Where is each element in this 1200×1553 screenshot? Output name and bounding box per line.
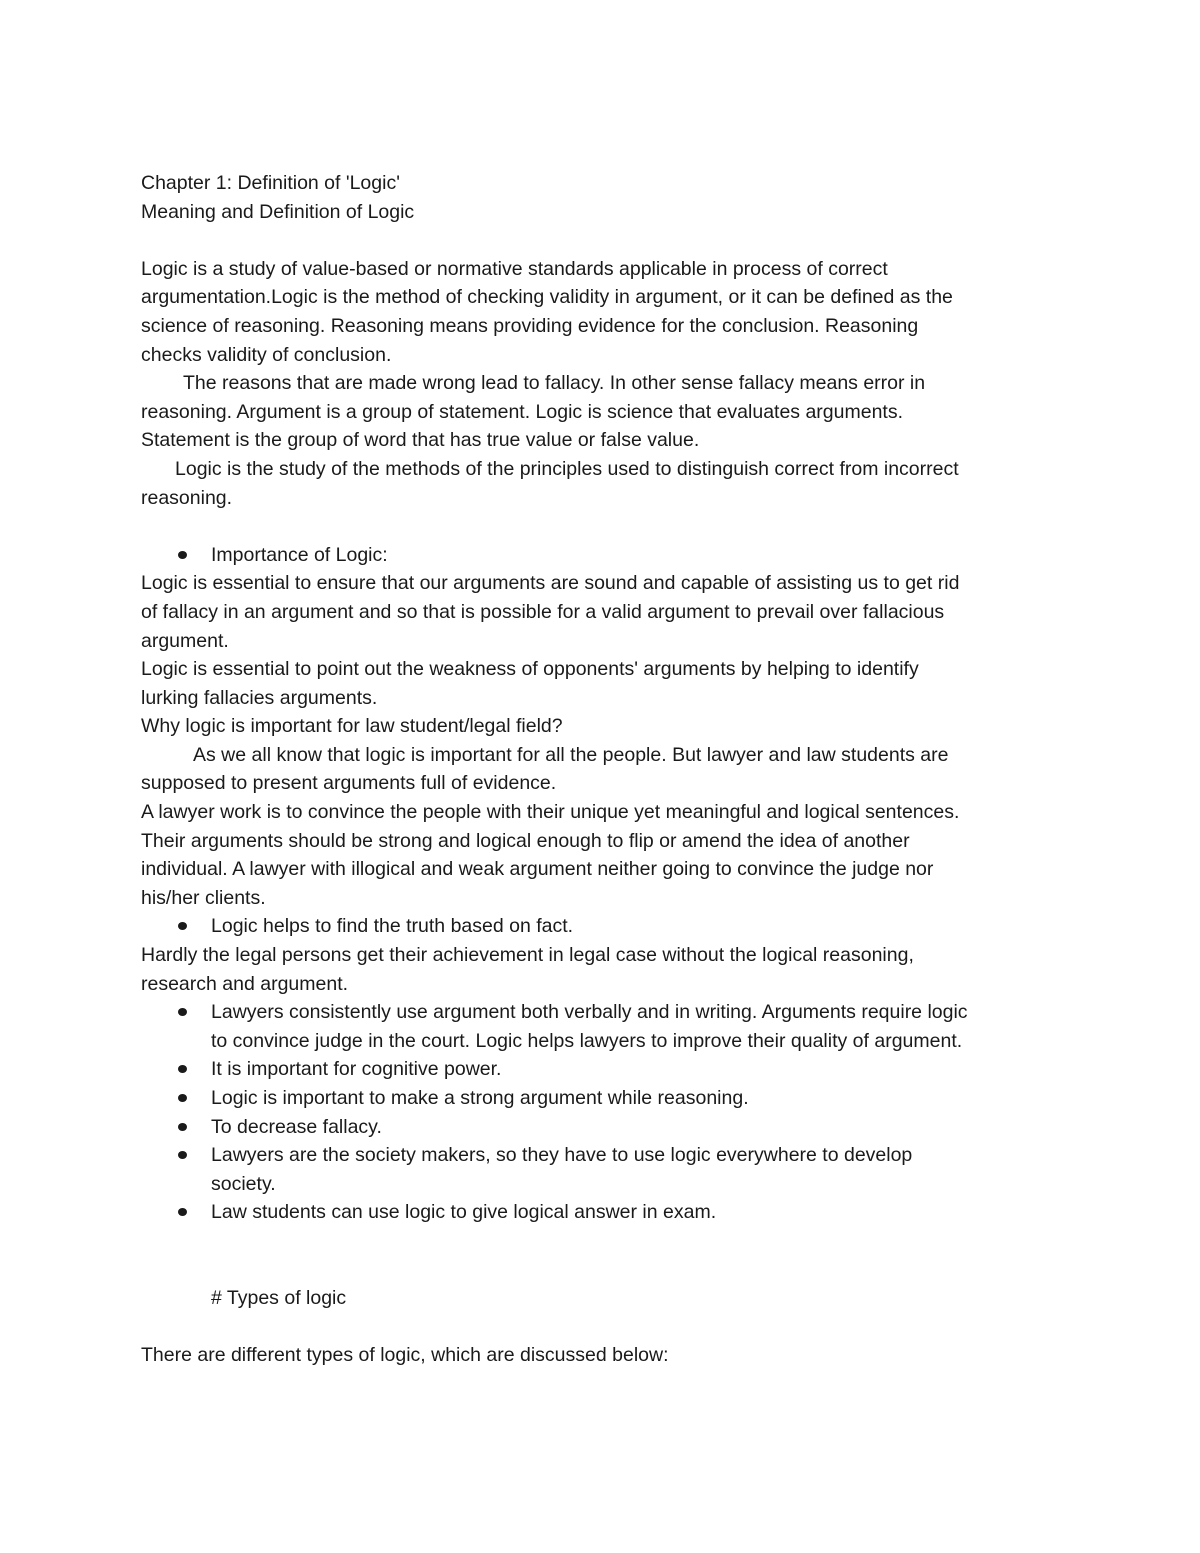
why-line: supposed to present arguments full of evidence.	[141, 772, 557, 795]
list-item	[141, 1084, 1061, 1113]
why-paragraph	[141, 741, 1061, 798]
bullet-icon	[178, 1094, 187, 1102]
study-line: reasoning.	[141, 486, 233, 509]
bullet-item-importance	[141, 541, 1061, 570]
list-item-line: It is important for cognitive power.	[211, 1058, 502, 1081]
lawyer-line: A lawyer work is to convince the people with their unique yet meaningful and logical sentences.	[141, 801, 960, 824]
intro-paragraph	[141, 255, 1061, 369]
list-item	[141, 1141, 1061, 1198]
importance-paragraph-1	[141, 569, 1061, 655]
why-question: Why logic is important for law student/legal field?	[141, 715, 563, 738]
chapter-title: Chapter 1: Definition of 'Logic'	[141, 172, 400, 194]
hardly-line: research and argument.	[141, 972, 349, 995]
list-item	[141, 1113, 1061, 1142]
list-item-line: society.	[211, 1172, 276, 1195]
fallacy-line: The reasons that are made wrong lead to fallacy. In other sense fallacy means error in	[183, 372, 926, 395]
blank-line	[141, 1227, 1061, 1284]
lawyer-line: his/her clients.	[141, 886, 266, 909]
list-item	[141, 998, 1061, 1055]
truth-bullet-text: Logic helps to find the truth based on fact.	[211, 915, 574, 938]
list-item	[141, 1055, 1061, 1084]
types-intro: There are different types of logic, which are discussed below:	[141, 1344, 669, 1367]
fallacy-line: reasoning. Argument is a group of statement. Logic is science that evaluates arguments.	[141, 400, 904, 423]
why-line: As we all know that logic is important for all the people. But lawyer and law students are	[193, 743, 949, 766]
bullet-item-truth	[141, 912, 1061, 941]
study-paragraph	[141, 455, 1061, 512]
intro-line: argumentation.Logic is the method of checking validity in argument, or it can be defined as the	[141, 286, 953, 309]
types-heading: # Types of logic	[211, 1286, 347, 1309]
importance-line: Logic is essential to ensure that our arguments are sound and capable of assisting us to get rid	[141, 572, 960, 595]
blank-line	[141, 226, 1061, 255]
importance-line: lurking fallacies arguments.	[141, 686, 378, 709]
importance-paragraph-2	[141, 655, 1061, 712]
importance-line: argument.	[141, 629, 229, 652]
section-subtitle: Meaning and Definition of Logic	[141, 200, 415, 223]
intro-line: Logic is a study of value-based or normative standards applicable in process of correct	[141, 257, 888, 280]
importance-heading: Importance of Logic:	[211, 543, 388, 566]
importance-line: of fallacy in an argument and so that is possible for a valid argument to prevail over fallacious	[141, 600, 945, 623]
list-item-line: Logic is important to make a strong argument while reasoning.	[211, 1087, 749, 1109]
study-line: Logic is the study of the methods of the principles used to distinguish correct from incorrect	[175, 457, 959, 480]
document-body	[141, 169, 1061, 1370]
fallacy-line: Statement is the group of word that has true value or false value.	[141, 429, 700, 452]
list-item-line: Lawyers consistently use argument both verbally and in writing. Arguments require logic	[211, 1001, 968, 1024]
lawyer-line: individual. A lawyer with illogical and weak argument neither going to convince the judge nor	[141, 858, 934, 881]
bullet-list	[141, 998, 1061, 1227]
hardly-line: Hardly the legal persons get their achievement in legal case without the logical reasoning,	[141, 944, 914, 967]
list-item-line: to convince judge in the court. Logic helps lawyers to improve their quality of argument.	[211, 1029, 963, 1052]
list-item-line: To decrease fallacy.	[211, 1115, 382, 1138]
bullet-icon	[178, 1008, 187, 1016]
bullet-icon	[178, 1123, 187, 1131]
lawyer-paragraph	[141, 798, 1061, 912]
bullet-icon	[178, 1208, 187, 1216]
hardly-paragraph	[141, 941, 1061, 998]
bullet-icon	[178, 551, 187, 559]
blank-line	[141, 512, 1061, 541]
intro-line: science of reasoning. Reasoning means providing evidence for the conclusion. Reasoning	[141, 314, 919, 337]
list-item	[141, 1198, 1061, 1227]
blank-line	[141, 1313, 1061, 1342]
fallacy-paragraph	[141, 369, 1061, 455]
bullet-icon	[178, 1065, 187, 1073]
list-item-line: Lawyers are the society makers, so they have to use logic everywhere to develop	[211, 1144, 913, 1167]
intro-line: checks validity of conclusion.	[141, 343, 392, 366]
bullet-icon	[178, 922, 187, 930]
lawyer-line: Their arguments should be strong and logical enough to flip or amend the idea of another	[141, 829, 910, 852]
bullet-icon	[178, 1151, 187, 1159]
list-item-line: Law students can use logic to give logical answer in exam.	[211, 1201, 717, 1224]
importance-line: Logic is essential to point out the weakness of opponents' arguments by helping to identify	[141, 658, 919, 681]
